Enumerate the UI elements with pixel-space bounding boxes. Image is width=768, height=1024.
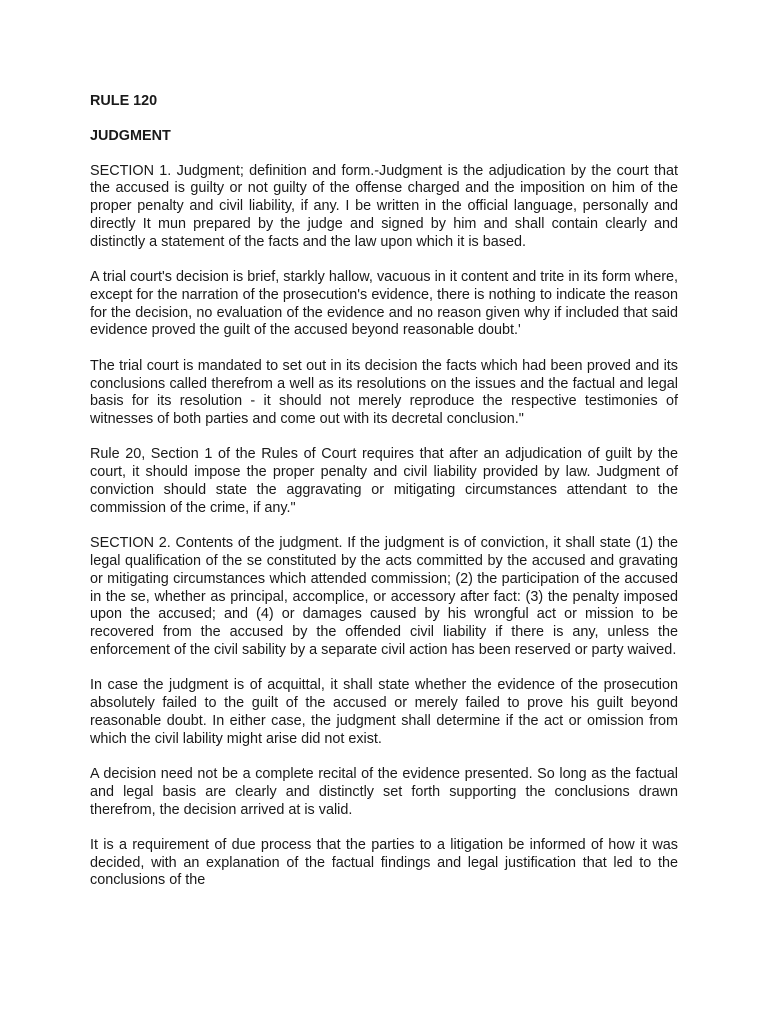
rule-heading: RULE 120 <box>90 93 158 109</box>
paragraph-section-1: SECTION 1. Judgment; definition and form.-Judgment is the adjudication by the court that the accused is guilty or not guilty of the offense charged and the imposition on him of the proper penalty and civil liability, if any. I be written in the official language, personally and directly It mun prepared by the judge and signed by him and shall contain clearly and distinctly a statement of the facts and the law upon which it is based. <box>90 162 678 250</box>
paragraph-decision-recital: A decision need not be a complete recital of the evidence presented. So long as the factual and legal basis are clearly and distinctly set forth supporting the conclusions drawn therefrom, the decision arrived at is valid. <box>90 765 678 818</box>
document-page <box>90 93 678 890</box>
paragraph-trial-court-mandate: The trial court is mandated to set out in its decision the facts which had been proved and its conclusions called therefrom a well as its resolutions on the issues and the factual and legal basis for its resolution - it should not merely reproduce the respective testimonies of witnesses of both parties and come out with its decretal conclusion." <box>90 357 678 428</box>
paragraph-acquittal: In case the judgment is of acquittal, it shall state whether the evidence of the prosecution absolutely failed to the guilt of the accused or merely failed to prove his guilt beyond reasonable doubt. In either case, the judgment shall determine if the act or omission from which the civil lability might arise did not exist. <box>90 677 678 747</box>
paragraph-section-2: SECTION 2. Contents of the judgment. If the judgment is of conviction, it shall state (1) the legal qualification of the se constituted by the acts committed by the accused and gravating or mitigating circumstances which attended commission; (2) the participation of the accused in the se, whether as principal, accomplice, or accessory after fact: (3) the penalty imposed upon the accused; and (4) or damages caused by his wrongful act or mission to be recovered from the accused by the offended civil liability if there is any, unless the enforcement of the civil sability by a separate civil action has been reserved or party waived. <box>90 535 678 658</box>
paragraph-trial-court-decision: A trial court's decision is brief, starkly hallow, vacuous in it content and trite in its form where, except for the narration of the prosecution's evidence, there is nothing to indicate the reason for the decision, no evaluation of the evidence and no reason given why if included that said evidence proved the guilt of the accused beyond reasonable doubt.' <box>90 269 678 339</box>
paragraph-rule-20: Rule 20, Section 1 of the Rules of Court requires that after an adjudication of guilt by the court, it should impose the proper penalty and civil liability provided by law. Judgment of conviction should state the aggravating or mitigating circumstances attendant to the commission of the crime, if any." <box>90 446 678 516</box>
document-title: JUDGMENT <box>90 127 171 144</box>
paragraph-due-process: It is a requirement of due process that the parties to a litigation be informed of how it was decided, with an explanation of the factual findings and legal justification that led to the conclusions of the <box>90 836 678 889</box>
